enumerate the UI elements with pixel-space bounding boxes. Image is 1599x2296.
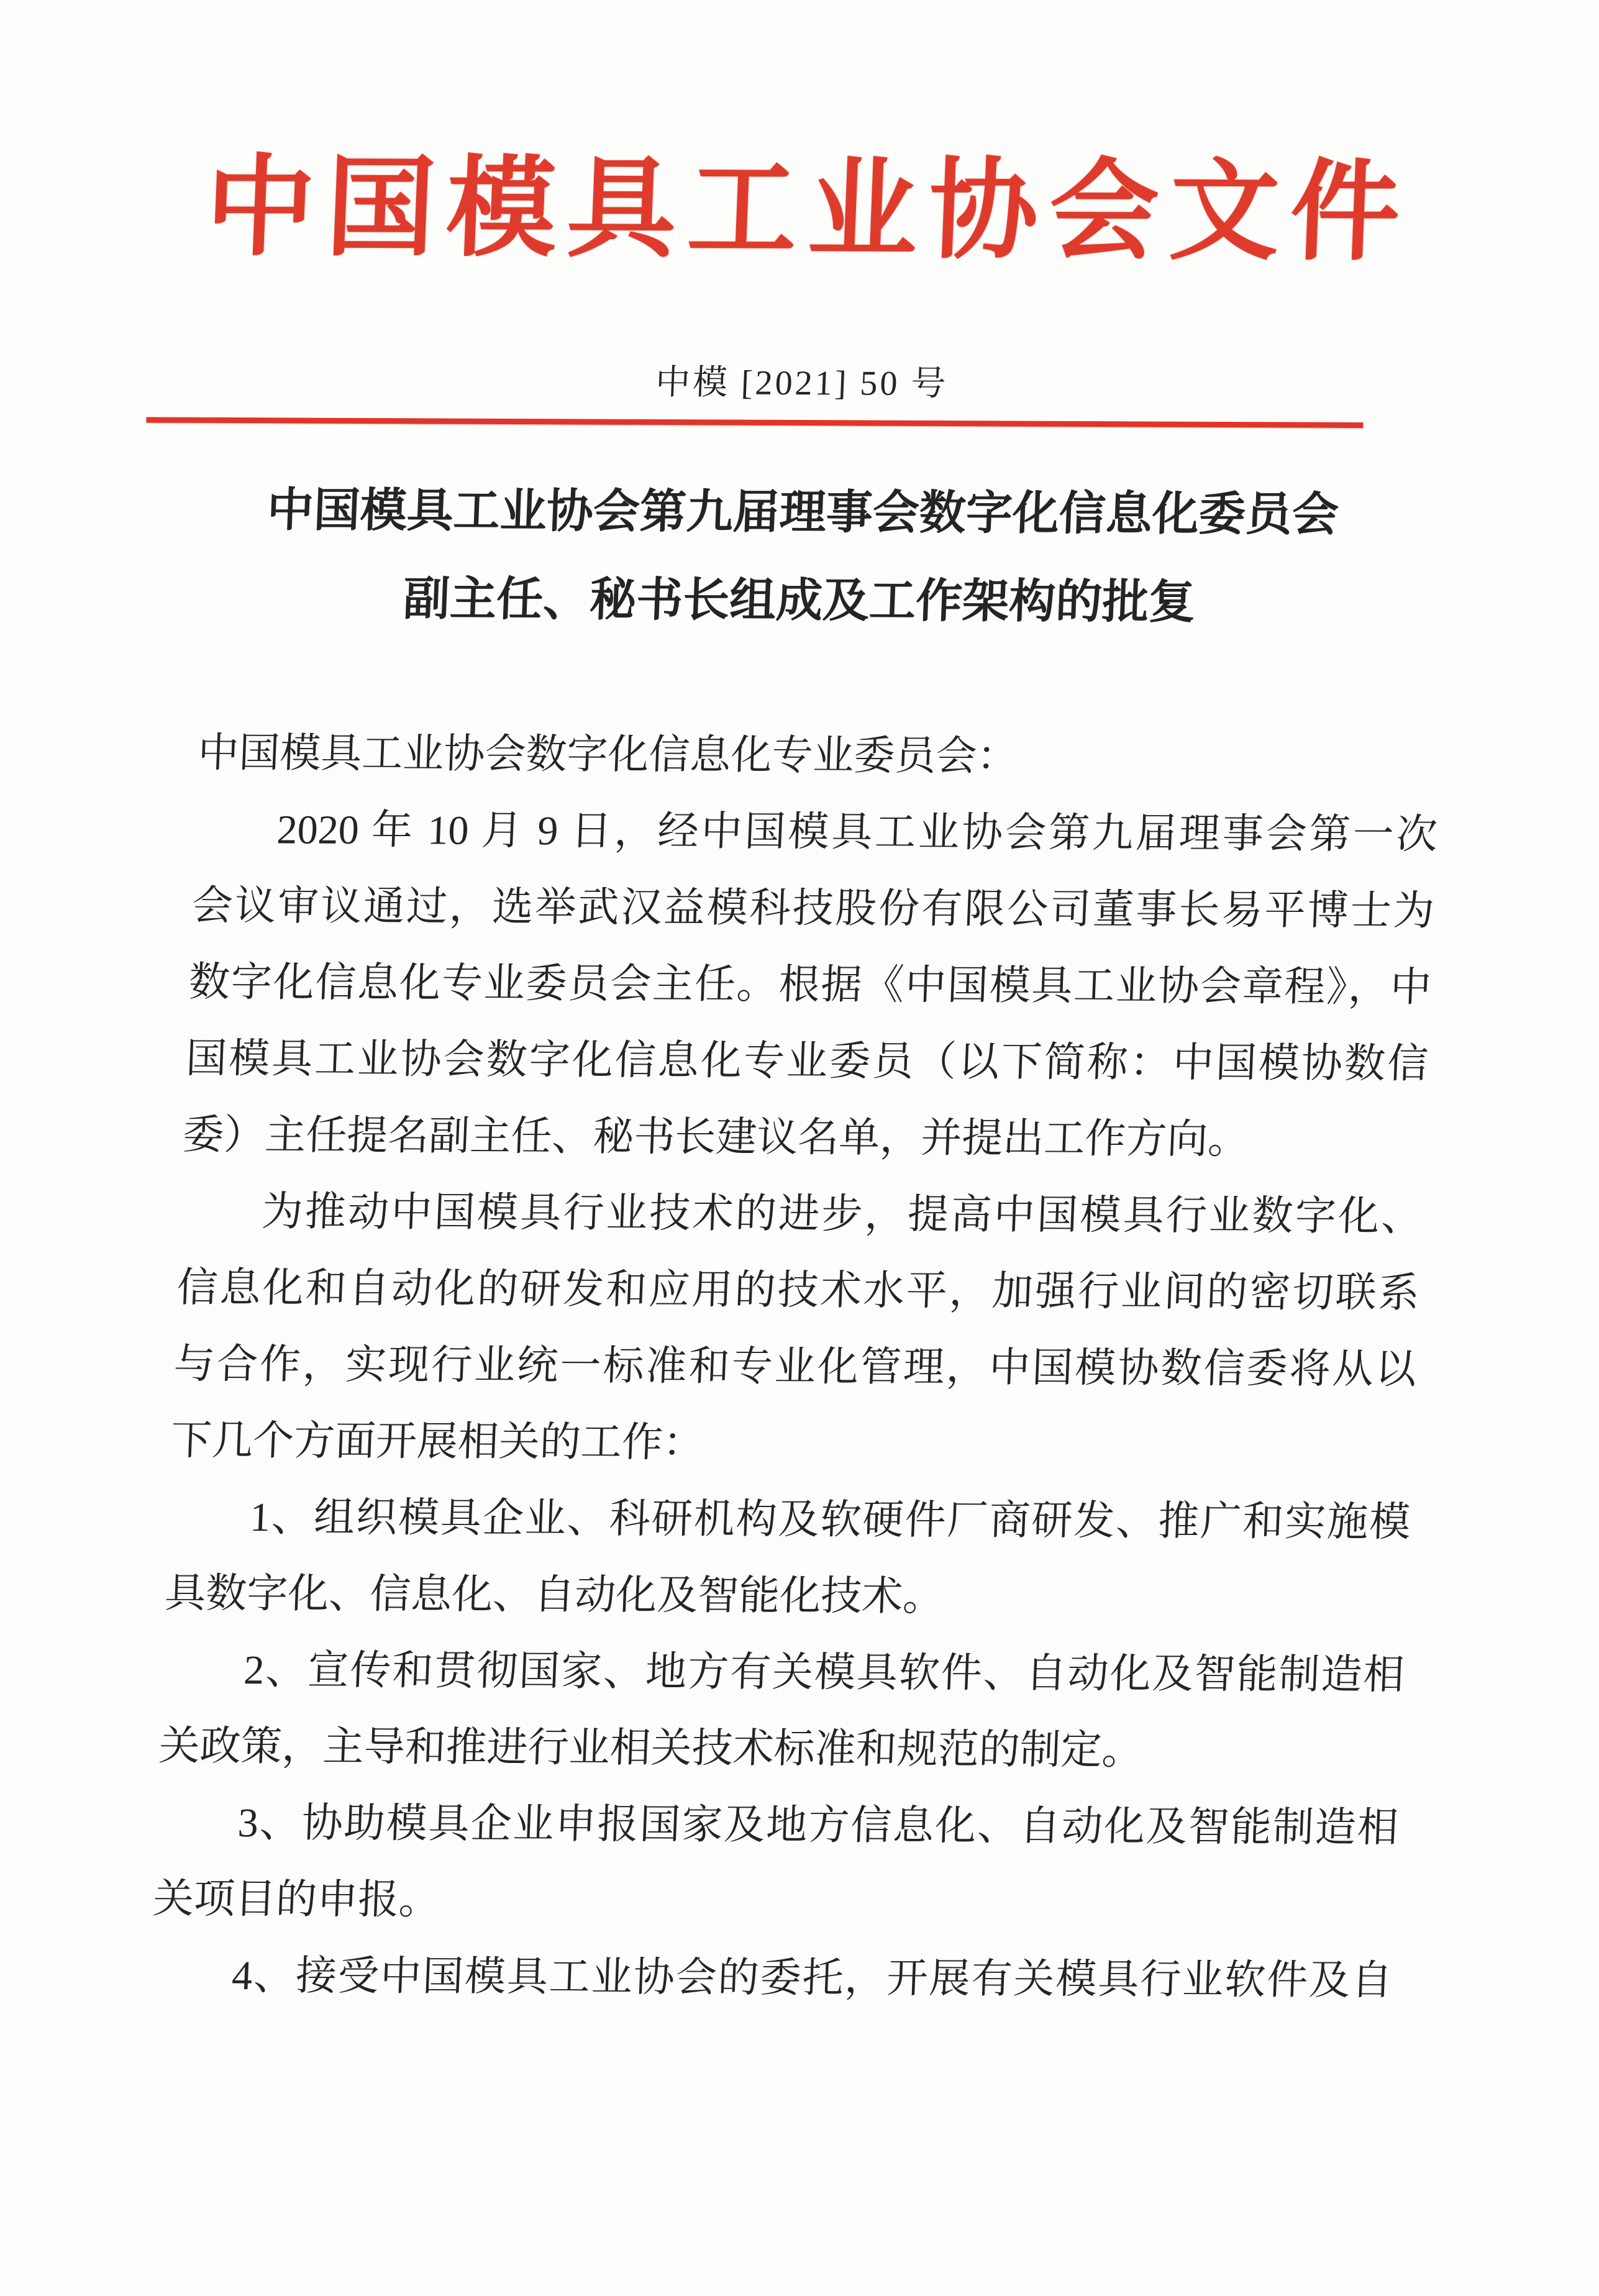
body-line: 2、宣传和贯彻国家、地方有关模具软件、自动化及智能制造相	[243, 1647, 1405, 1698]
org-header-title: 中国模具工业协会文件	[203, 147, 1413, 275]
body-line: 国模具工业协会数字化信息化专业委员（以下简称：中国模协数信	[184, 1036, 1429, 1087]
red-divider-line	[146, 417, 1363, 428]
body-line: 2020 年 10 月 9 日，经中国模具工业协会第九届理事会第一次	[276, 807, 1439, 858]
body-line: 1、组织模具企业、科研机构及软硬件厂商研发、推广和实施模	[248, 1495, 1411, 1546]
body-line: 为推动中国模具行业技术的进步，提高中国模具行业数字化、	[261, 1189, 1423, 1240]
document-title	[0, 465, 1599, 649]
body-line: 4、接受中国模具工业协会的委托，开展有关模具行业软件及自	[230, 1953, 1393, 2004]
body-line: 委）主任提名副主任、秘书长建议名单，并提出工作方向。	[181, 1112, 1250, 1163]
body-line: 中国模具工业协会数字化信息化专业委员会：	[197, 730, 1019, 780]
body-line: 具数字化、信息化、自动化及智能化技术。	[163, 1570, 945, 1620]
document-body	[148, 715, 1442, 2019]
document-number: 中模 [2021] 50 号	[654, 363, 949, 404]
body-line: 下几个方面开展相关的工作：	[170, 1418, 705, 1466]
body-line: 信息化和自动化的研发和应用的技术水平，加强行业间的密切联系	[176, 1265, 1421, 1316]
body-line: 会议审议通过，选举武汉益模科技股份有限公司董事长易平博士为	[191, 883, 1436, 934]
document-title-line-2: 副主任、秘书长组成及工作架构的批复	[402, 573, 1196, 629]
body-line: 3、协助模具企业申报国家及地方信息化、自动化及智能制造相	[237, 1800, 1400, 1851]
body-line: 数字化信息化专业委员会主任。根据《中国模具工业协会章程》，中	[188, 959, 1433, 1011]
body-line: 与合作，实现行业统一标准和专业化管理，中国模协数信委将从以	[173, 1341, 1418, 1393]
document-title-line-1: 中国模具工业协会第九届理事会数字化信息化委员会	[266, 485, 1340, 541]
body-line: 关项目的申报。	[152, 1876, 441, 1923]
body-line: 关政策，主导和推进行业相关技术标准和规范的制定。	[158, 1723, 1144, 1774]
